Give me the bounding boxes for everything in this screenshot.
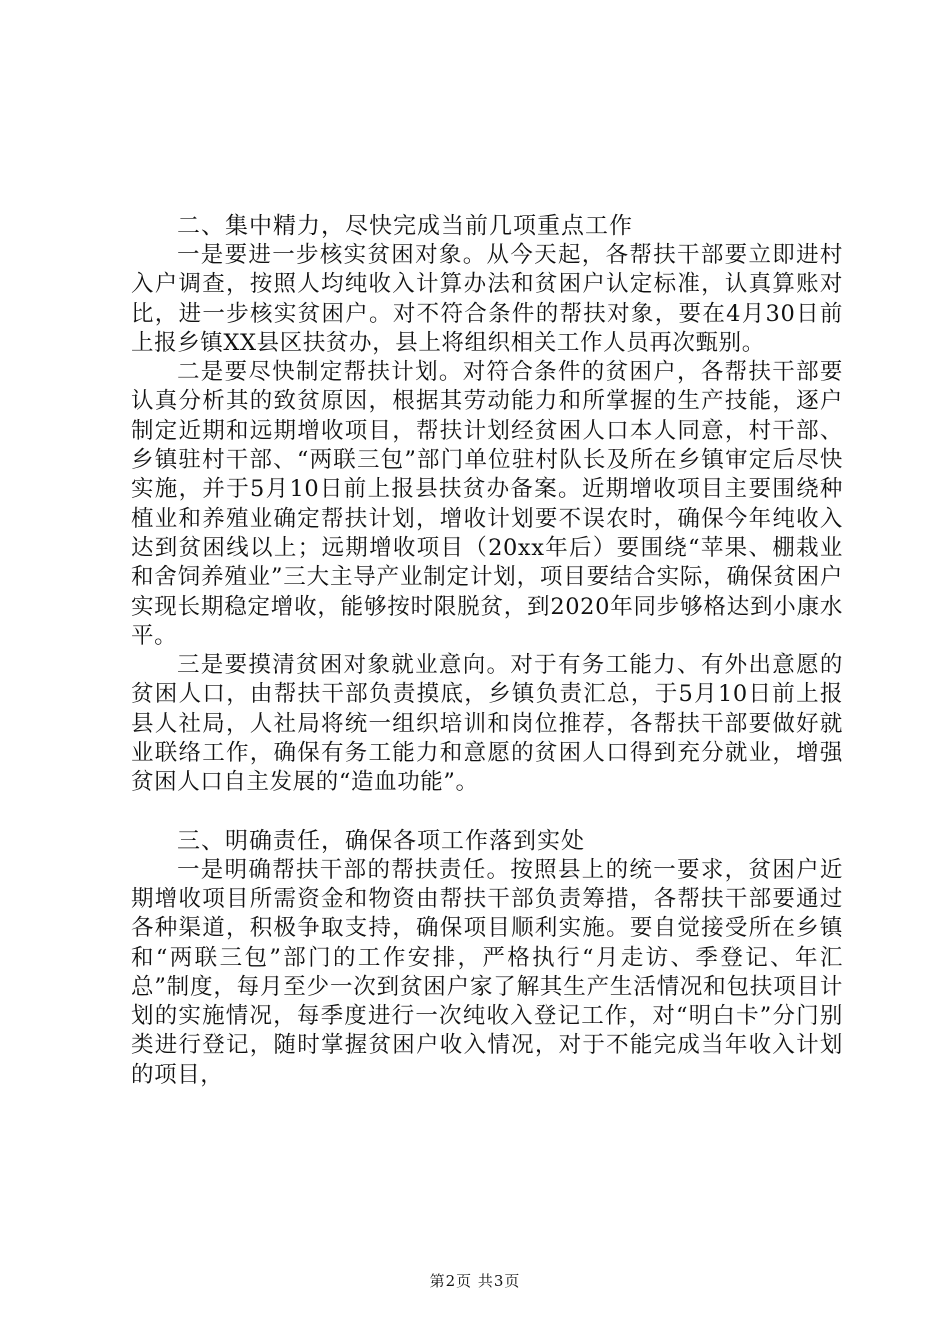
section-2-paragraph-2: 二是要尽快制定帮扶计划。对符合条件的贫困户，各帮扶干部要认真分析其的致贫原因，根据其劳动能力和所掌握的生产技能，逐户制定近期和远期增收项目，帮扶计划经贫困人口本人同意，村干部、乡镇驻村干部、“两联三包”部门单位驻村队长及所在乡镇审定后尽快实施，并于5月10日前上报县扶贫办备案。近期增收项目主要围绕种植业和养殖业确定帮扶计划，增收计划要不误农时，确保今年纯收入达到贫困线以上；远期增收项目（20xx年后）要围绕“苹果、棚栽业和舍饲养殖业”三大主导产业制定计划，项目要结合实际，确保贫困户实现长期稳定增收，能够按时限脱贫，到2020年同步够格达到小康水平。 — [131, 359, 843, 649]
section-2-heading: 二、集中精力，尽快完成当前几项重点工作 — [177, 213, 633, 239]
section-3-paragraph-1: 一是明确帮扶干部的帮扶责任。按照县上的统一要求，贫困户近期增收项目所需资金和物资由帮扶干部负责筹措，各帮扶干部要通过各种渠道，积极争取支持，确保项目顺利实施。要自觉接受所在乡镇和“两联三包”部门的工作安排，严格执行“月走访、季登记、年汇总”制度，每月至少一次到贫困户家了解其生产生活情况和包扶项目计划的实施情况，每季度进行一次纯收入登记工作，对“明白卡”分门别类进行登记，随时掌握贫困户收入情况，对于不能完成当年收入计划的项目， — [131, 856, 843, 1088]
section-spacer — [131, 798, 843, 827]
page-number-footer: 第2页 共3页 — [429, 1272, 521, 1290]
section-2-paragraph-1: 一是要进一步核实贫困对象。从今天起，各帮扶干部要立即进村入户调查，按照人均纯收入计算办法和贫困户认定标准，认真算账对比，进一步核实贫困户。对不符合条件的帮扶对象，要在4月30日前上报乡镇XX县区扶贫办，县上将组织相关工作人员再次甄别。 — [131, 242, 843, 356]
document-body — [131, 212, 843, 1090]
section-3-heading: 三、明确责任，确保各项工作落到实处 — [177, 827, 585, 854]
section-2-paragraph-3: 三是要摸清贫困对象就业意向。对于有务工能力、有外出意愿的贫困人口，由帮扶干部负责摸底，乡镇负责汇总，于5月10日前上报县人社局，人社局将统一组织培训和岗位推荐，各帮扶干部要做好就业联络工作，确保有务工能力和意愿的贫困人口得到充分就业，增强贫困人口自主发展的“造血功能”。 — [131, 652, 843, 796]
